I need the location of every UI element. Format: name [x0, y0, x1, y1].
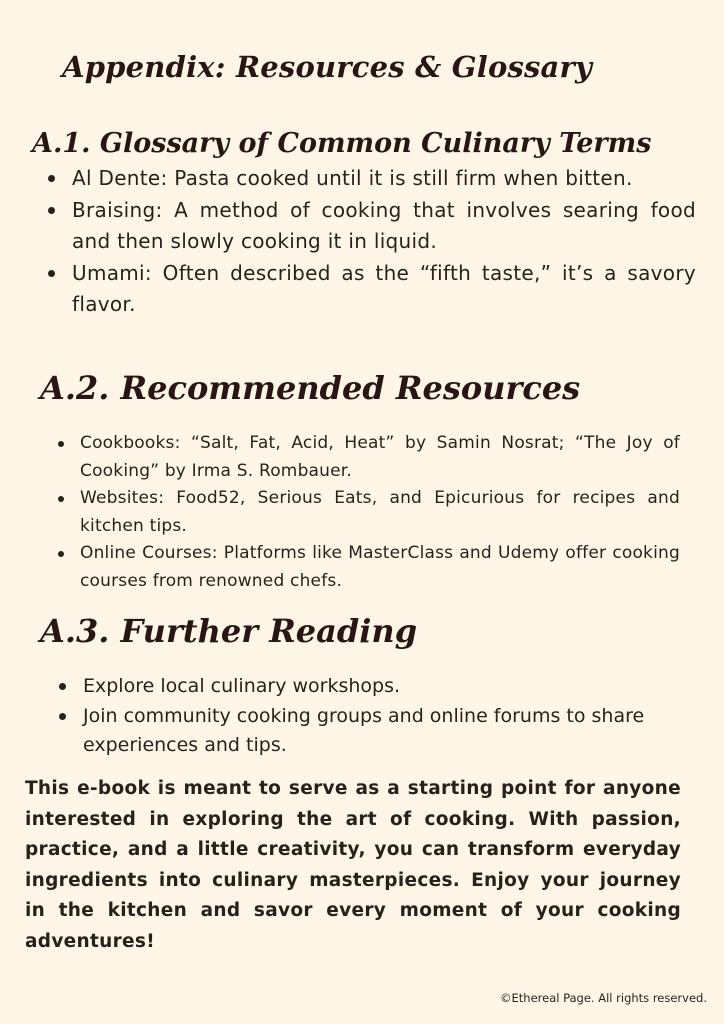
- resources-list: [80, 430, 680, 595]
- list-item: Cookbooks: “Salt, Fat, Acid, Heat” by Samin Nosrat; “The Joy of Cooking” by Irma S. Rombauer.: [80, 430, 680, 485]
- list-item: Umami: Often described as the “fifth taste,” it’s a savory flavor.: [72, 258, 696, 321]
- list-item: Al Dente: Pasta cooked until it is still firm when bitten.: [72, 163, 696, 195]
- closing-paragraph: This e-book is meant to serve as a starting point for anyone interested in exploring the art of cooking. With passion, practice, and a little creativity, you can transform everyday ingredients into culinary masterpieces. Enjoy your journey in the kitchen and savor every moment of your cooking adventures!: [25, 778, 681, 952]
- further-reading-list: [83, 672, 663, 761]
- glossary-list: [72, 163, 696, 321]
- list-item: Join community cooking groups and online forums to share experiences and tips.: [83, 702, 663, 761]
- list-item: Websites: Food52, Serious Eats, and Epicurious for recipes and kitchen tips.: [80, 485, 680, 540]
- list-item: Online Courses: Platforms like MasterClass and Udemy offer cooking courses from renowned chefs.: [80, 540, 680, 595]
- copyright-footer: ©Ethereal Page. All rights reserved.: [500, 991, 707, 1005]
- section-heading-glossary: A.1. Glossary of Common Culinary Terms: [32, 128, 652, 159]
- list-item: Explore local culinary workshops.: [83, 672, 663, 702]
- list-item: Braising: A method of cooking that involves searing food and then slowly cooking it in liquid.: [72, 195, 696, 258]
- page-title: Appendix: Resources & Glossary: [62, 50, 593, 84]
- section-heading-further-reading: A.3. Further Reading: [40, 612, 418, 650]
- section-heading-resources: A.2. Recommended Resources: [40, 369, 581, 407]
